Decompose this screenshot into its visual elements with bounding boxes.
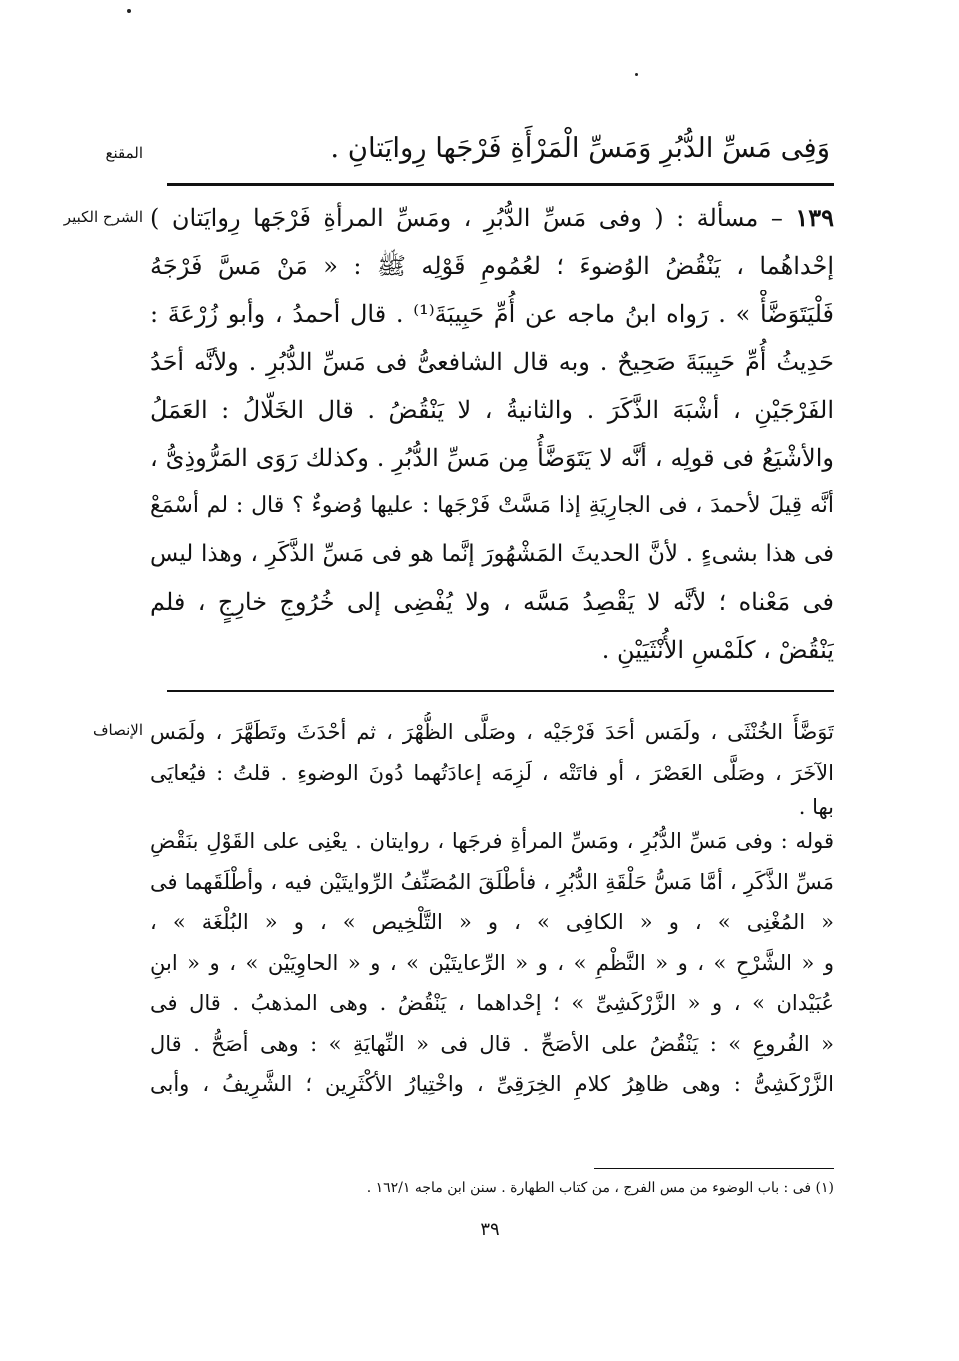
margin-label-muqni: المقنع — [105, 144, 143, 162]
insaf-line: عُبَيْدان » ، و « الزَّرْكَشِىِّ » ؛ إحْداهما ، يَنْقُضُ . وهى المذهبُ . قال فى — [150, 991, 834, 1015]
muqni-headline: وَفِى مَسِّ الدُّبُرِ وَمَسِّ الْمَرْأَةِ فَرْجَها رِوايَتانِ . — [330, 132, 830, 164]
sharh-line: فى مَعْناه ؛ لأنَّه لا يَقْصِدُ مَسَّه ، ولا يُفْضِى إلى خُرُوجِ خارِجٍ ، فلم — [150, 588, 834, 616]
rule-top — [167, 183, 834, 186]
rule-middle — [167, 690, 834, 692]
footnote: (١) فى : باب الوضوء من مس الفرج ، من كتاب الطهارة . سنن ابن ماجه ١٦٢/١ . — [366, 1180, 834, 1196]
insaf-line: « المُغْنِى » ، و « الكافِى » ، و « التَّلْخِيص » ، و « البُلْغَة » ، — [150, 910, 834, 934]
sharh-line: الفَرْجَيْنِ ، أشْبَهَ الذَّكَرَ . والثانيةُ ، لا يَنْقُضُ . قال الخَلّالُ : العَمَلُ — [150, 396, 834, 424]
footnote-rule — [594, 1168, 834, 1169]
sharh-line: إحْداهُما ، يَنْقُضُ الوُضوءَ ؛ لعُمُومِ قَوْلِه ﷺ : « مَنْ مَسَّ فَرْجَهُ — [150, 252, 834, 280]
sharh-line: فَلْيَتَوَضَّأْ » . رَواه ابنُ ماجه عن أُمِّ حَبِيبَةَ⁽¹⁾ . قال أحمدُ ، وأبو زُرْعَةَ : — [150, 300, 834, 328]
sharh-text-block — [150, 194, 834, 674]
insaf-line: قوله : وفى مَسِّ الدُّبُرِ ، ومَسِّ المرأةِ فرجَها ، روايتان . يعْنِى على القَوْلِ بنَقْضِ — [150, 829, 834, 853]
sharh-line: فى هذا بشىءٍ . لأنَّ الحديثَ المَشْهُورَ إنَّما هو فى مَسِّ الذَّكَرِ ، وهذا ليس — [150, 541, 834, 567]
sharh-line: ١٣٩ – مسألة : ( وفى مَسِّ الدُّبُرِ ، ومَسِّ المرأةِ فَرْجَها رِوايَتان ) — [150, 203, 834, 232]
insaf-line: مَسِّ الذَّكَرِ ، أمَّا مَسُّ حَلْقَةِ الدُّبُرِ ، فأطْلَقَ المُصَنِّفُ الرِّوايتَيْن فيه ، وأطْلَقَهما فى — [150, 869, 834, 894]
insaf-line: و « الشَّرْحِ » ، و « النَّظْمِ » ، و « الرِّعايتَيْن » ، و « الحاوِيَيْن » ، و « ابنِ — [150, 950, 834, 975]
insaf-line: « الفُروعِ » : يَنْقُضُ على الأصَحِّ . قال فى « النِّهايَةِ » : وهى أصَحُّ . قال — [150, 1031, 834, 1056]
sharh-line: والأشْيَعُ فى قولِه ، أنَّه لا يَتَوَضَّأُ مِن مَسِّ الدُّبُرِ . وكذلك رَوَى المَرُّوذِىُّ ، — [150, 444, 834, 472]
insaf-line: بها . — [798, 795, 834, 819]
scan-speck — [127, 9, 131, 13]
page-number: ٣٩ — [480, 1219, 500, 1240]
sharh-line: يَنْقُضْ ، كلَمْسِ الأُنْثَيَيْنِ . — [601, 636, 834, 664]
insaf-line: الزَّرْكَشِىُّ : وهى ظاهِرُ كلامِ الخِرَقِىِّ ، واخْتِيارُ الأكْثَرِين ؛ الشَّرِيفُ ، وأبى — [150, 1072, 834, 1096]
scan-speck — [635, 73, 638, 76]
sharh-line: أنَّه قِيلَ لأحمدَ ، فى الجارِيَةِ إذا مَسَّتْ فَرْجَها : عليها وُضوءٌ ؟ قال : لم أسْمَعْ — [150, 493, 834, 518]
margin-label-insaf: الإنصاف — [92, 721, 143, 739]
insaf-text-block — [150, 712, 834, 1105]
margin-label-sharh: الشرح الكبير — [63, 208, 143, 226]
insaf-line: تَوَضَّأَ الخُنْثَى ، ولَمَس أحَدَ فَرْجَيْه ، وصَلَّى الظُّهْرَ ، ثم أحْدَثَ وتَطَهَّرَ ، ولَمَس — [150, 720, 834, 744]
sharh-line: حَدِيثُ أُمِّ حَبِيبَةَ صَحِيحٌ . وبه قال الشافعىُّ فى مَسِّ الدُّبُرِ . ولأنَّه أحَدُ — [150, 348, 834, 376]
insaf-line: الآخَرَ ، وصَلَّى العَصْرَ ، أو فاتَتْه ، لَزِمَه إعادَتُهما دُونَ الوضوءِ . قلتُ : فيُعايَى — [150, 760, 834, 785]
issue-number: ١٣٩ — [795, 203, 834, 232]
